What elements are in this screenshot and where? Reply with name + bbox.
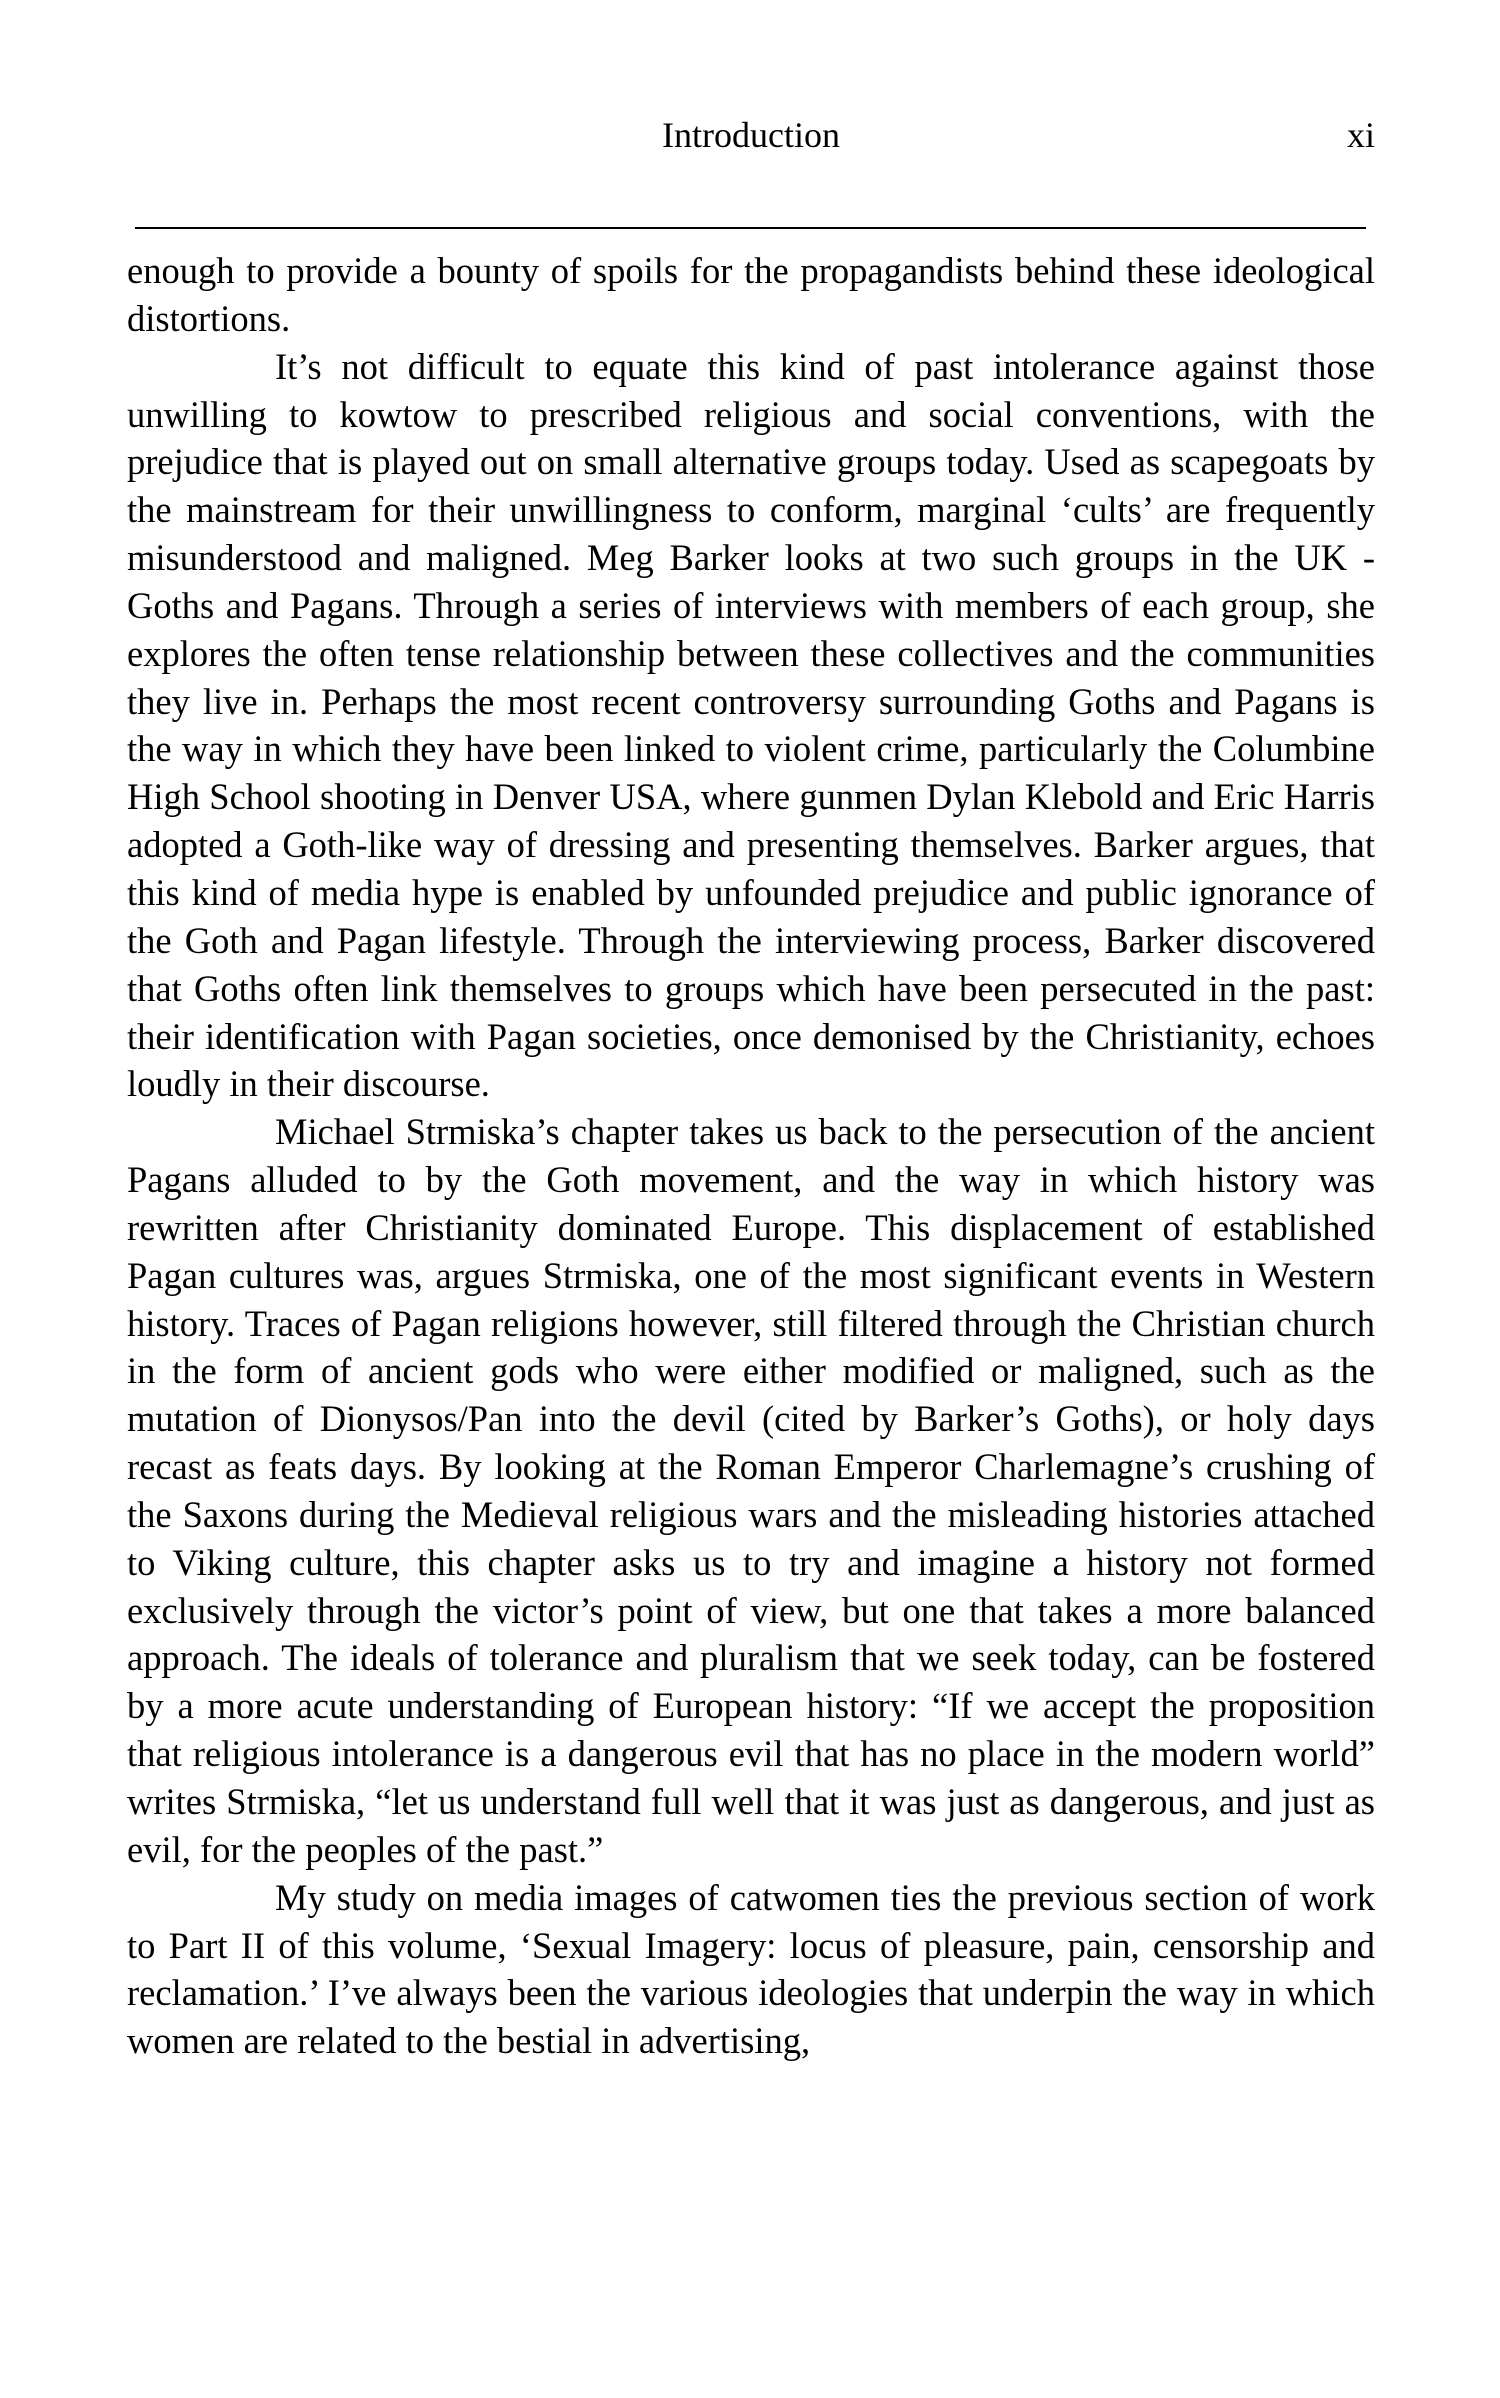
paragraph-3: Michael Strmiska’s chapter takes us back to the persecution of the ancient Pagans alluded to by the Goth movement, and the way in which history was rewritten after Christianity dominated Europe. This displacement of established Pagan cultures was, argues Strmiska, one of the most significant events in Western history. Traces of Pagan religions however, still filtered through the Christian church in the form of ancient gods who were either modified or maligned, such as the mutation of Dionysos/Pan into the devil (cited by Barker’s Goths), or holy days recast as feats days. By looking at the Roman Emperor Charlemagne’s crushing of the Saxons during the Medieval religious wars and the misleading histories attached to Viking culture, this chapter asks us to try and imagine a history not formed exclusively through the victor’s point of view, but one that takes a more balanced approach. The ideals of tolerance and pluralism that we seek today, can be fostered by a more acute understanding of European history: “If we accept the proposition that religious intolerance is a dangerous evil that has no place in the modern world” writes Strmiska, “let us understand full well that it was just as dangerous, and just as evil, for the peoples of the past.” (127, 1111, 1375, 1870)
paragraph-4: My study on media images of catwomen ties the previous section of work to Part II of this volume, ‘Sexual Imagery: locus of pleasure, pain, censorship and reclamation.’ I’ve always been the various ideologies that underpin the way in which women are related to the bestial in advertising, (127, 1876, 1375, 2062)
running-title: Introduction (662, 115, 840, 155)
page-number: xi (1346, 115, 1375, 155)
body-text (127, 247, 1375, 2065)
header-rule (135, 227, 1366, 229)
paragraph-1: enough to provide a bounty of spoils for the propagandists behind these ideological distortions. (127, 250, 1375, 339)
paragraph-2: It’s not difficult to equate this kind of past intolerance against those unwilling to kowtow to prescribed religious and social conventions, with the prejudice that is played out on small alternative groups today. Used as scapegoats by the mainstream for their unwillingness to conform, marginal ‘cults’ are frequently misunderstood and maligned. Meg Barker looks at two such groups in the UK - Goths and Pagans. Through a series of interviews with members of each group, she explores the often tense relationship between these collectives and the communities they live in. Perhaps the most recent controversy surrounding Goths and Pagans is the way in which they have been linked to violent crime, particularly the Columbine High School shooting in Denver USA, where gunmen Dylan Klebold and Eric Harris adopted a Goth-like way of dressing and presenting themselves. Barker argues, that this kind of media hype is enabled by unfounded prejudice and public ignorance of the Goth and Pagan lifestyle. Through the interviewing process, Barker discovered that Goths often link themselves to groups which have been persecuted in the past: their identification with Pagan societies, once demonised by the Christianity, echoes loudly in their discourse. (127, 345, 1375, 1105)
running-head (127, 113, 1375, 157)
